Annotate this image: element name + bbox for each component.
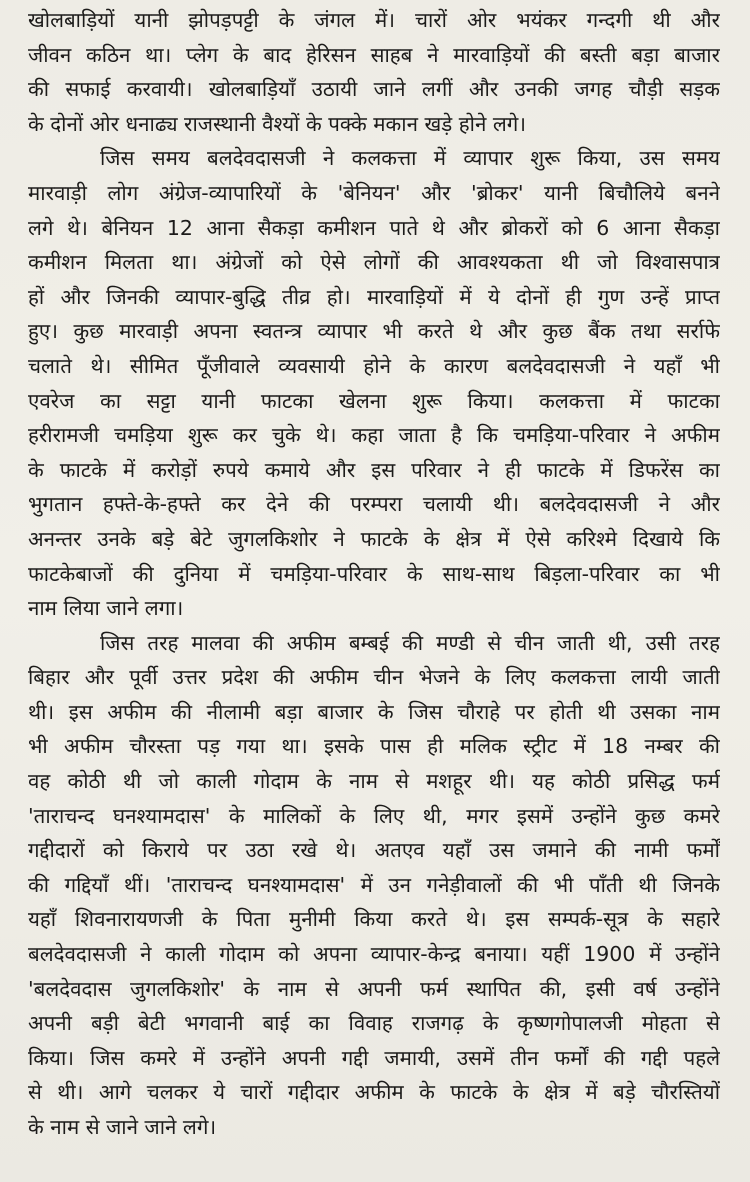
text-line: किया। जिस कमरे में उन्होंने अपनी गद्दी जमायी, उसमें तीन फर्मों की गद्दी पहले bbox=[28, 1045, 720, 1070]
text-line: हुए। कुछ मारवाड़ी अपना स्वतन्त्र व्यापार भी करते थे और कुछ बैंक तथा सर्राफे bbox=[28, 319, 720, 344]
text-line: बिहार और पूर्वी उत्तर प्रदेश की अफीम चीन भेजने के लिए कलकत्ता लायी जाती bbox=[28, 665, 720, 690]
text-line: 'बलदेवदास जुगलकिशोर' के नाम से अपनी फर्म स्थापित की, इसी वर्ष उन्होंने bbox=[28, 976, 720, 1001]
text-line: से थी। आगे चलकर ये चारों गद्दीदार अफीम के फाटके के क्षेत्र में बड़े चौरस्तियों bbox=[28, 1080, 720, 1105]
text-line: वह कोठी थी जो काली गोदाम के नाम से मशहूर थी। यह कोठी प्रसिद्ध फर्म bbox=[28, 769, 720, 794]
text-line: चलाते थे। सीमित पूँजीवाले व्यवसायी होने के कारण बलदेवदासजी ने यहाँ भी bbox=[28, 353, 720, 378]
text-line: फाटकेबाजों की दुनिया में चमड़िया-परिवार के साथ-साथ बिड़ला-परिवार का भी bbox=[28, 561, 720, 586]
text-line: गद्दीदारों को किराये पर उठा रखे थे। अतएव यहाँ उस जमाने की नामी फर्मों bbox=[28, 838, 720, 863]
text-line: नाम लिया जाने लगा। bbox=[28, 596, 184, 621]
text-line: खोलबाड़ियों यानी झोपड़पट्टी के जंगल में। चारों ओर भयंकर गन्दगी थी और bbox=[28, 8, 720, 32]
text-line: अपनी बड़ी बेटी भगवानी बाई का विवाह राजगढ़ के कृष्णगोपालजी मोहता से bbox=[28, 1011, 720, 1036]
text-line: हों और जिनकी व्यापार-बुद्धि तीव्र हो। मारवाड़ियों में ये दोनों ही गुण उन्हें प्राप्त bbox=[28, 284, 720, 309]
text-line: के नाम से जाने जाने लगे। bbox=[28, 1115, 217, 1139]
text-line: 'ताराचन्द घनश्यामदास' के मालिकों के लिए थी, मगर इसमें उन्होंने कुछ कमरे bbox=[28, 803, 720, 828]
paragraph-1 bbox=[28, 3, 720, 141]
text-line: अनन्तर उनके बड़े बेटे जुगलकिशोर ने फाटके के क्षेत्र में ऐसे करिश्मे दिखाये कि bbox=[28, 526, 720, 551]
text-body bbox=[28, 3, 720, 1145]
text-line: लगे थे। बेनियन 12 आना सैकड़ा कमीशन पाते थे और ब्रोकरों को 6 आना सैकड़ा bbox=[28, 215, 720, 240]
paragraph-2 bbox=[28, 141, 720, 625]
paragraph-3 bbox=[28, 626, 720, 1145]
text-line: थी। इस अफीम की नीलामी बड़ा बाजार के जिस चौराहे पर होती थी उसका नाम bbox=[28, 699, 720, 724]
text-line: यहाँ शिवनारायणजी के पिता मुनीमी किया करते थे। इस सम्पर्क-सूत्र के सहारे bbox=[28, 907, 720, 932]
text-line: कमीशन मिलता था। अंग्रेजों को ऐसे लोगों की आवश्यकता थी जो विश्वासपात्र bbox=[28, 250, 720, 275]
text-line: हरीरामजी चमड़िया शुरू कर चुके थे। कहा जाता है कि चमड़िया-परिवार ने अफीम bbox=[28, 423, 720, 448]
text-line: जीवन कठिन था। प्लेग के बाद हेरिसन साहब ने मारवाड़ियों की बस्ती बड़ा बाजार bbox=[28, 42, 720, 67]
text-line: भुगतान हफ्ते-के-हफ्ते कर देने की परम्परा चलायी थी। बलदेवदासजी ने और bbox=[28, 492, 720, 517]
text-line: की गद्दियाँ थीं। 'ताराचन्द घनश्यामदास' में उन गनेड़ीवालों की भी पाँती थी जिनके bbox=[28, 872, 720, 897]
text-line: बलदेवदासजी ने काली गोदाम को अपना व्यापार-केन्द्र बनाया। यहीं 1900 में उन्होंने bbox=[28, 942, 720, 967]
text-line: जिस तरह मालवा की अफीम बम्बई की मण्डी से चीन जाती थी, उसी तरह bbox=[100, 630, 720, 655]
text-line: जिस समय बलदेवदासजी ने कलकत्ता में व्यापार शुरू किया, उस समय bbox=[100, 146, 720, 171]
text-line: के फाटके में करोड़ों रुपये कमाये और इस परिवार ने ही फाटके में डिफरेंस का bbox=[28, 457, 720, 482]
text-line: भी अफीम चौरस्ता पड़ गया था। इसके पास ही मलिक स्ट्रीट में 18 नम्बर की bbox=[28, 734, 720, 759]
text-line: एवरेज का सट्टा यानी फाटका खेलना शुरू किया। कलकत्ता में फाटका bbox=[28, 388, 720, 413]
text-line: मारवाड़ी लोग अंग्रेज-व्यापारियों के 'बेनियन' और 'ब्रोकर' यानी बिचौलिये बनने bbox=[28, 180, 720, 205]
text-line: के दोनों ओर धनाढ्य राजस्थानी वैश्यों के पक्के मकान खड़े होने लगे। bbox=[28, 111, 527, 136]
text-line: की सफाई करवायी। खोलबाड़ियाँ उठायी जाने लगीं और उनकी जगह चौड़ी सड़क bbox=[28, 77, 720, 102]
